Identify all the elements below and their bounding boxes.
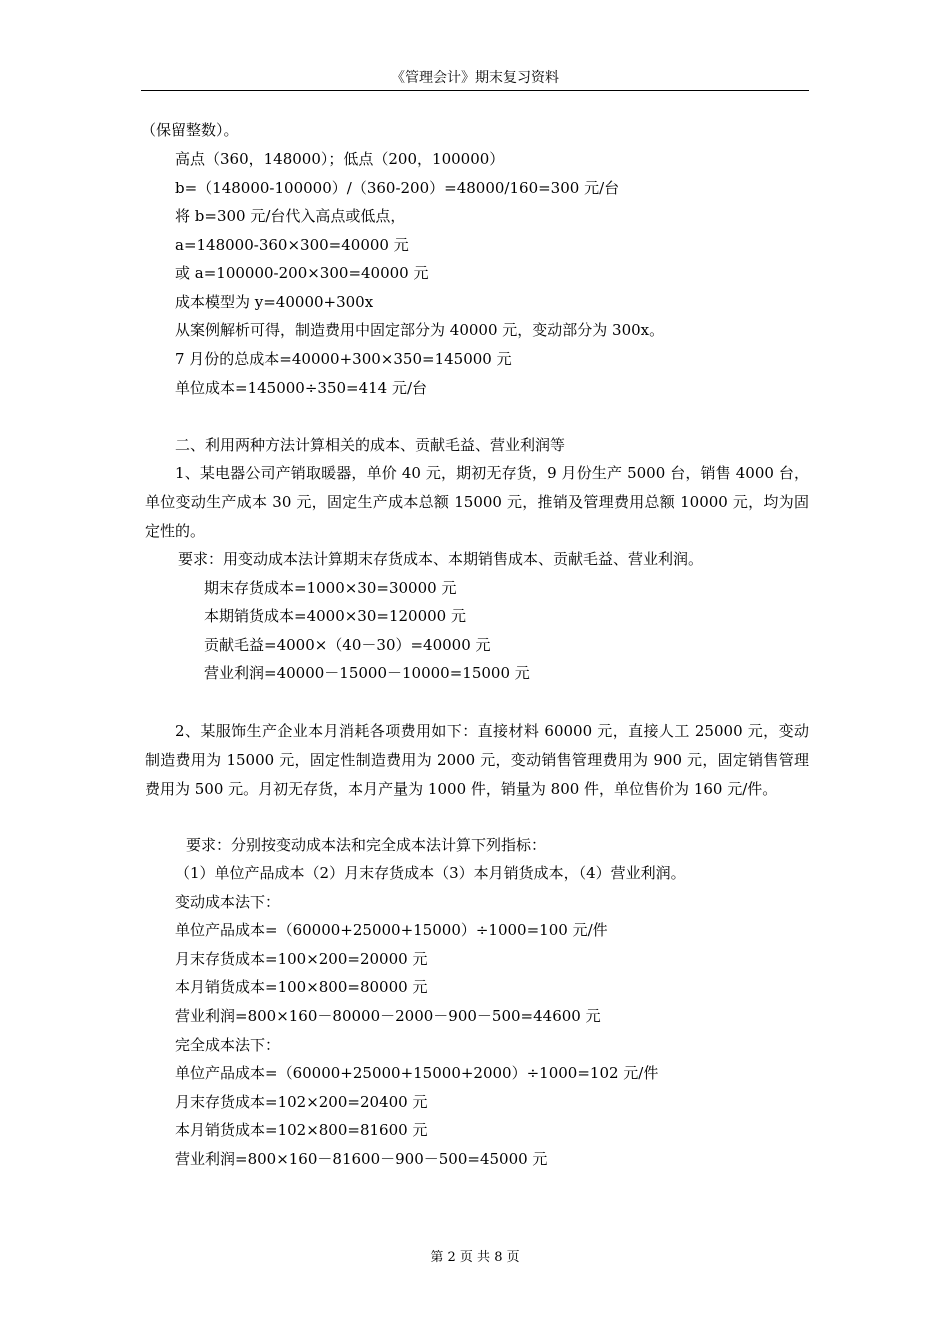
answer-line: 单位产品成本=（60000+25000+15000）÷1000=100 元/件 bbox=[175, 921, 608, 939]
answer-line: 营业利润=40000－15000－10000=15000 元 bbox=[204, 664, 530, 682]
text-line: b=（148000-100000）/（360-200）=48000/160=300 元/台 bbox=[175, 179, 620, 197]
question-1-paragraph: 1、某电器公司产销取暖器，单价 40 元，期初无存货，9 月份生产 5000 台，销售 4000 台，单位变动生产成本 30 元，固定生产成本总额 15000 元，推销及管理费用总额 10000 元，均为固定性的。 bbox=[145, 464, 809, 540]
answer-line: 本月销货成本=100×800=80000 元 bbox=[175, 978, 428, 996]
text-line: 将 b=300 元/台代入高点或低点， bbox=[175, 207, 406, 225]
text-line: 从案例解析可得，制造费用中固定部分为 40000 元，变动部分为 300x。 bbox=[175, 321, 665, 339]
method-title: 变动成本法下： bbox=[175, 893, 281, 911]
question-1-requirement: 要求：用变动成本法计算期末存货成本、本期销售成本、贡献毛益、营业利润。 bbox=[178, 550, 704, 568]
text-line: 7 月份的总成本=40000+300×350=145000 元 bbox=[175, 350, 512, 368]
text-line: 成本模型为 y=40000+300x bbox=[175, 293, 374, 311]
page-number: 第 2 页 共 8 页 bbox=[430, 1250, 520, 1265]
question-2-items: （1）单位产品成本（2）月末存货成本（3）本月销货成本，（4）营业利润。 bbox=[175, 864, 686, 882]
answer-line: 本月销货成本=102×800=81600 元 bbox=[175, 1121, 428, 1139]
answer-line: 营业利润=800×160－80000－2000－900－500=44600 元 bbox=[175, 1007, 601, 1025]
answer-line: 月末存货成本=100×200=20000 元 bbox=[175, 950, 428, 968]
answer-line: 营业利润=800×160－81600－900－500=45000 元 bbox=[175, 1150, 548, 1168]
question-2-paragraph: 2、某服饰生产企业本月消耗各项费用如下：直接材料 60000 元，直接人工 25000 元，变动制造费用为 15000 元，固定性制造费用为 2000 元，变动销售管理费用为 900 元，固定销售管理费用为 500 元。月初无存货，本月产量为 1000 件，销量为 800 件，单位售价为 160 元/件。 bbox=[145, 722, 809, 798]
text-line: 或 a=100000-200×300=40000 元 bbox=[175, 264, 429, 282]
text-line: 单位成本=145000÷350=414 元/台 bbox=[175, 379, 428, 397]
answer-line: 月末存货成本=102×200=20400 元 bbox=[175, 1093, 428, 1111]
text-line: 高点（360，148000）；低点（200，100000） bbox=[175, 150, 505, 168]
answer-line: 期末存货成本=1000×30=30000 元 bbox=[204, 579, 457, 597]
page-footer bbox=[0, 1249, 950, 1267]
answer-line: 贡献毛益=4000×（40－30）=40000 元 bbox=[204, 636, 491, 654]
section-title: 二、利用两种方法计算相关的成本、贡献毛益、营业利润等 bbox=[175, 436, 566, 454]
text-line: a=148000-360×300=40000 元 bbox=[175, 236, 409, 254]
page-header bbox=[141, 68, 809, 91]
header-title: 《管理会计》期末复习资料 bbox=[391, 70, 559, 86]
question-2-requirement: 要求：分别按变动成本法和完全成本法计算下列指标： bbox=[186, 836, 547, 854]
method-title: 完全成本法下： bbox=[175, 1036, 281, 1054]
text-line: （保留整数）。 bbox=[141, 121, 239, 139]
answer-line: 单位产品成本=（60000+25000+15000+2000）÷1000=102 元/件 bbox=[175, 1064, 659, 1082]
answer-line: 本期销货成本=4000×30=120000 元 bbox=[204, 607, 466, 625]
